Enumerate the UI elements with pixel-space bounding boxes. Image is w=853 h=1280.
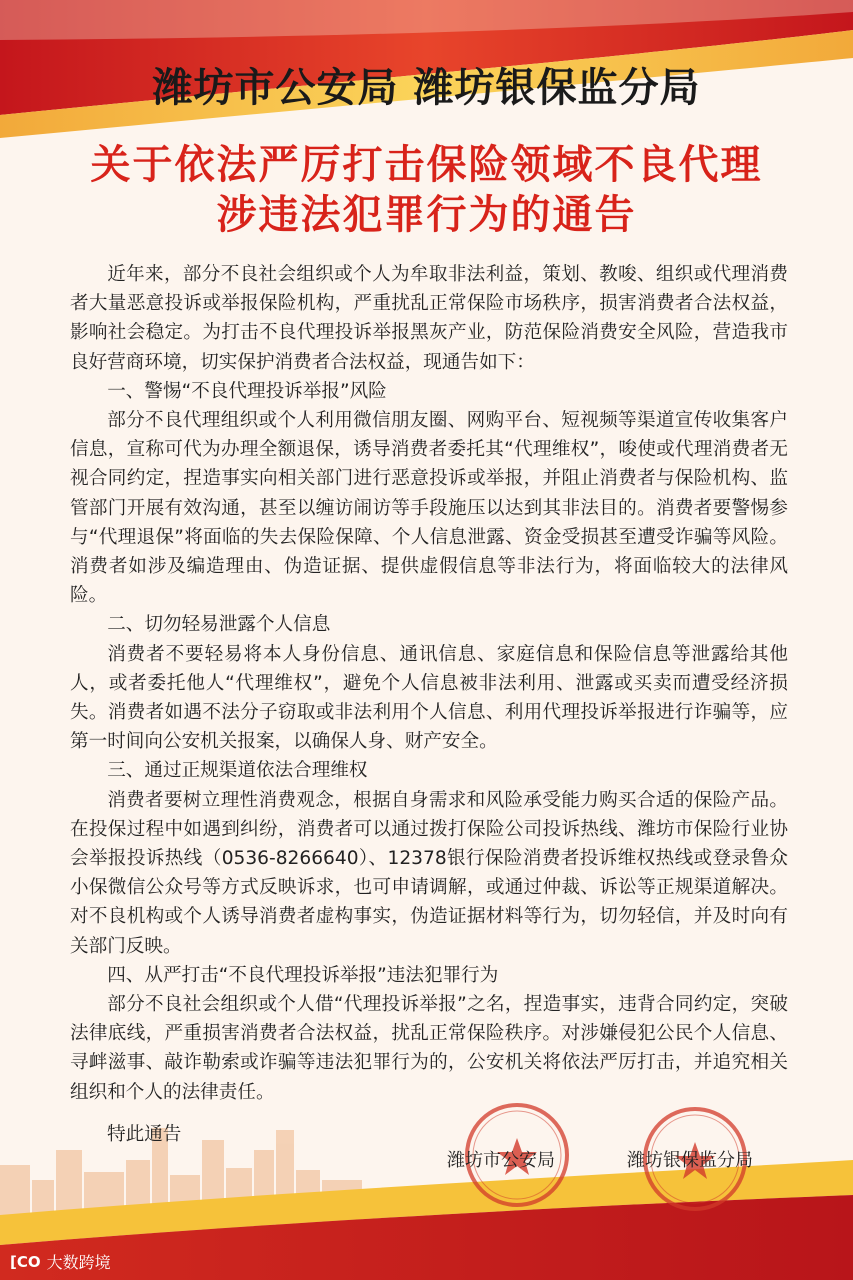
section-3-text: 消费者要树立理性消费观念，根据自身需求和风险承受能力购买合适的保险产品。在投保过程中如遇到纠纷，消费者可以通过拨打保险公司投诉热线、潍坊市保险行业协会举报投诉热线（0536-8266640）、12378银行保险消费者投诉维权热线或登录鲁众小保微信公众号等方式反映诉求，也可申请调解，或通过仲裁、诉讼等正规渠道解决。对不良机构或个人诱导消费者虚构事实，伪造证据材料等行为，切勿轻信，并及时向有关部门反映。	[70, 789, 788, 957]
watermark	[10, 1250, 111, 1273]
section-1-heading: 一、警惕“不良代理投诉举报”风险	[107, 380, 387, 402]
notice-title	[0, 140, 853, 240]
section-4-heading: 四、从严打击“不良代理投诉举报”违法犯罪行为	[107, 964, 499, 986]
section-1-text: 部分不良代理组织或个人利用微信朋友圈、网购平台、短视频等渠道宣传收集客户信息，宣称可代为办理全额退保，诱导消费者委托其“代理维权”，唆使或代理消费者无视合同约定，捏造事实向相关部门进行恶意投诉或举报，并阻止消费者与保险机构、监管部门开展有效沟通，甚至以缠访闹访等手段施压以达到其非法目的。消费者要警惕参与“代理退保”将面临的失去保险保障、个人信息泄露、资金受损甚至遭受诈骗等风险。消费者如涉及编造理由、伪造证据、提供虚假信息等非法行为，将面临较大的法律风险。	[70, 410, 788, 607]
signature-police: 潍坊市公安局	[447, 1150, 555, 1171]
title-line-1: 关于依法严厉打击保险领域不良代理	[90, 142, 763, 188]
signature-regulator: 潍坊银保监分局	[627, 1150, 753, 1171]
intro-paragraph: 近年来，部分不良社会组织或个人为牟取非法利益，策划、教唆、组织或代理消费者大量恶意投诉或举报保险机构，严重扰乱正常保险市场秩序，损害消费者合法权益，影响社会稳定。为打击不良代理投诉举报黑灰产业，防范保险消费安全风险，营造我市良好营商环境，切实保护消费者合法权益，现通告如下：	[70, 264, 788, 373]
section-3-heading: 三、通过正规渠道依法合理维权	[107, 760, 368, 782]
section-2-heading: 二、切勿轻易泄露个人信息	[107, 614, 331, 636]
issuing-agencies: 潍坊市公安局 潍坊银保监分局	[152, 65, 701, 111]
closing-statement: 特此通告	[107, 1124, 182, 1145]
section-2-text: 消费者不要轻易将本人身份信息、通讯信息、家庭信息和保险信息等泄露给其他人，或者委托他人“代理维权”，避免个人信息被非法利用、泄露或买卖而遭受经济损失。消费者如遇不法分子窃取或非法利用个人信息、利用代理投诉举报进行诈骗等，应第一时间向公安机关报案，以确保人身、财产安全。	[70, 643, 788, 753]
section-4-text: 部分不良社会组织或个人借“代理投诉举报”之名，捏造事实，违背合同约定，突破法律底线，严重损害消费者合法权益，扰乱正常保险秩序。对涉嫌侵犯公民个人信息、寻衅滋事、敲诈勒索或诈骗等违法犯罪行为的，公安机关将依法严厉打击，并追究相关组织和个人的法律责任。	[70, 994, 788, 1103]
title-line-2: 涉违法犯罪行为的通告	[216, 192, 637, 238]
notice-body	[70, 260, 788, 1107]
watermark-text: 大数跨境	[46, 1253, 111, 1272]
watermark-logo: [CO	[10, 1252, 41, 1271]
